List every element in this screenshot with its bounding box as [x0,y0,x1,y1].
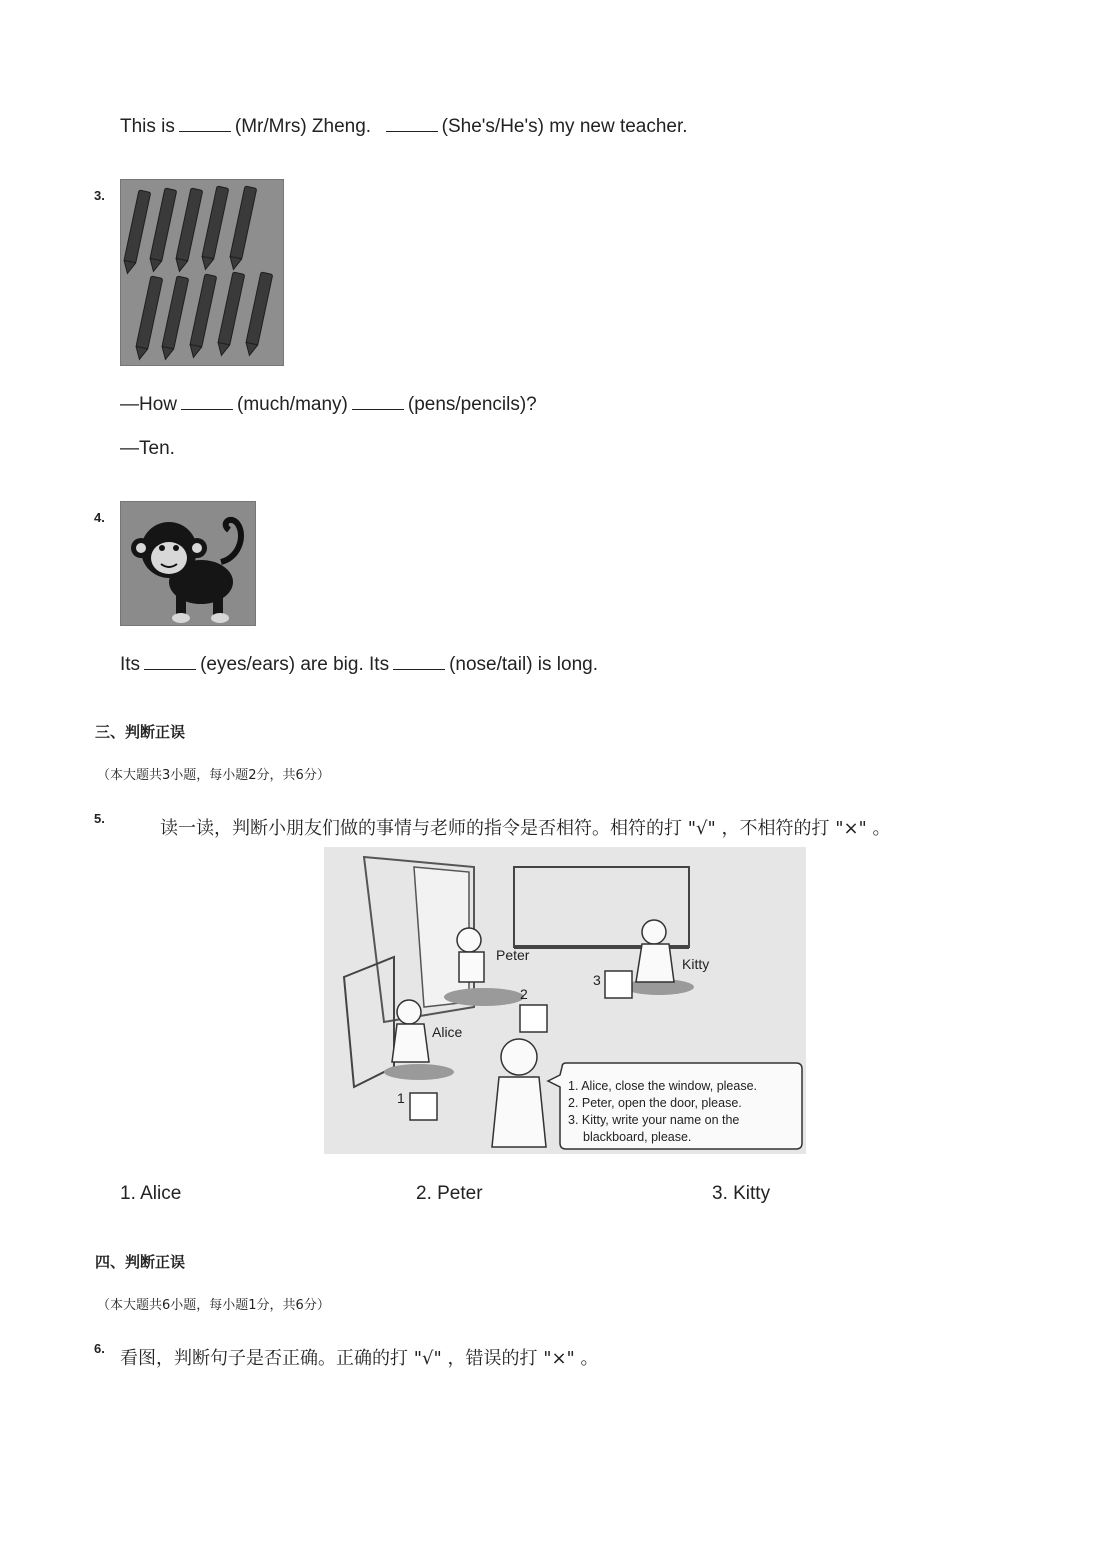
q5-number: 5. [94,811,105,826]
monkey-photo [120,501,256,626]
q3-answer: —Ten. [120,438,175,459]
q5-instruction: 读一读，判断小朋友们做的事情与老师的指令是否相符。相符的打 "√" ，不相符的打 "×" 。 [160,818,891,839]
q4-sentence [120,653,598,676]
q2-blank-1[interactable] [179,115,231,132]
speech-line-3: 3. Kitty, write your name on the [568,1113,740,1127]
pencils-icon [121,180,283,365]
q2-blank-2[interactable] [386,115,438,132]
q2-text-2: (Mr/Mrs) Zheng. [234,116,372,137]
q2-text-3: (She's/He's) my new teacher. [441,116,688,137]
monkey-icon [121,502,255,625]
q2-text-1: This is [120,116,175,137]
classroom-illustration [324,847,806,1154]
q4-blank-1[interactable] [144,653,196,670]
q6-number: 6. [94,1341,105,1356]
q5-answer-peter: 2. Peter [416,1183,483,1204]
box-number-2: 2 [520,986,528,1002]
label-alice: Alice [432,1024,463,1040]
q4-text-1: Its [120,654,141,675]
q3-text-3: (pens/pencils)? [407,394,537,415]
q4-blank-2[interactable] [393,653,445,670]
q3-question [120,393,537,416]
q3-text-2: (much/many) [237,394,348,415]
answer-box-3[interactable] [605,971,632,998]
label-kitty: Kitty [682,956,710,972]
speech-line-1: 1. Alice, close the window, please. [568,1079,758,1093]
label-peter: Peter [496,947,530,963]
section4-note: （本大题共6小题，每小题1分，共6分） [97,1298,330,1313]
box-number-1: 1 [397,1090,405,1106]
answer-box-1[interactable] [410,1093,437,1120]
answer-box-2[interactable] [520,1005,547,1032]
q6-instruction: 看图，判断句子是否正确。正确的打 "√" ，错误的打 "×" 。 [120,1348,599,1369]
q3-text-1: —How [120,394,178,415]
speech-line-4: blackboard, please. [583,1130,692,1144]
q3-blank-1[interactable] [181,393,233,410]
q5-answer-alice: 1. Alice [120,1183,182,1204]
q3-number: 3. [94,188,105,203]
q4-text-2: (eyes/ears) are big. Its [200,654,390,675]
q3-blank-2[interactable] [352,393,404,410]
section4-title: 四、判断正误 [95,1253,186,1271]
section3-title: 三、判断正误 [95,723,186,741]
q4-number: 4. [94,510,105,525]
speech-line-2: 2. Peter, open the door, please. [568,1096,742,1110]
q2-sentence [120,115,688,138]
section3-note: （本大题共3小题，每小题2分，共6分） [97,768,330,783]
q4-text-3: (nose/tail) is long. [449,654,598,675]
classroom-scene [324,847,806,1154]
box-number-3: 3 [593,972,601,988]
q5-answer-kitty: 3. Kitty [712,1183,771,1204]
pencils-photo [120,179,284,366]
